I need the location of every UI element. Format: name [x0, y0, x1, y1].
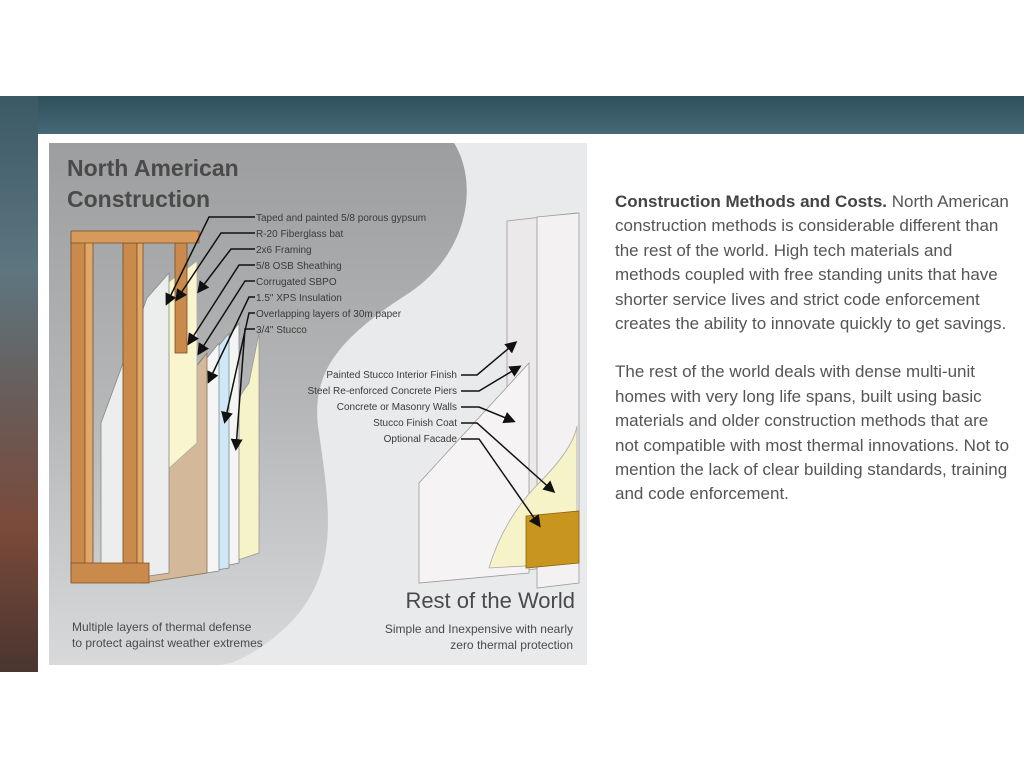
na-label-sbpo: Corrugated SBPO	[256, 277, 337, 288]
background-city-strip	[0, 96, 38, 672]
rw-label-concrete-piers: Steel Re-enforced Concrete Piers	[307, 386, 457, 397]
rw-caption-line2: zero thermal protection	[450, 638, 573, 652]
rw-label-facade: Optional Facade	[383, 434, 457, 445]
na-title-line2: Construction	[67, 186, 211, 212]
paragraph-construction-methods	[615, 190, 1010, 336]
na-label-stucco: 3/4" Stucco	[256, 325, 307, 336]
paragraph-rest-of-world: The rest of the world deals with dense multi-unit homes with very long life spans, built using basic materials and older construction methods that are not compatible with most thermal innovations. Not to mention the lack of clear building standards, training and code enforcement.	[615, 362, 1010, 504]
rw-label-masonry-walls: Concrete or Masonry Walls	[336, 402, 457, 413]
na-title-line1: North American	[67, 155, 239, 181]
na-label-fiberglass: R-20 Fiberglass bat	[256, 229, 344, 240]
na-label-framing: 2x6 Framing	[256, 245, 312, 256]
rw-caption	[385, 621, 573, 653]
rw-label-finish-coat: Stucco Finish Coat	[373, 418, 457, 429]
body-text	[615, 190, 1010, 531]
construction-figure	[49, 143, 587, 665]
rw-wall-section	[419, 213, 579, 588]
na-label-gypsum: Taped and painted 5/8 porous gypsum	[256, 213, 427, 224]
na-label-paper: Overlapping layers of 30m paper	[256, 309, 402, 320]
rw-caption-line1: Simple and Inexpensive with nearly	[384, 622, 573, 636]
na-caption-line1: Multiple layers of thermal defense	[72, 620, 252, 634]
na-label-xps: 1.5" XPS Insulation	[256, 293, 342, 304]
na-caption	[72, 619, 263, 651]
na-label-osb: 5/8 OSB Sheathing	[256, 261, 342, 272]
na-caption-line2: to protect against weather extremes	[72, 636, 263, 650]
paragraph-1-text: North American construction methods is considerable different than the rest of the world. High tech materials and methods coupled with free standing units that have shorter service lives and strict code enforcement creates the ability to innovate quickly to get savings.	[615, 192, 1009, 334]
paragraph-heading: Construction Methods and Costs.	[615, 192, 887, 211]
rw-label-interior-finish: Painted Stucco Interior Finish	[326, 370, 457, 381]
rw-title: Rest of the World	[405, 588, 575, 613]
na-title	[67, 153, 239, 215]
